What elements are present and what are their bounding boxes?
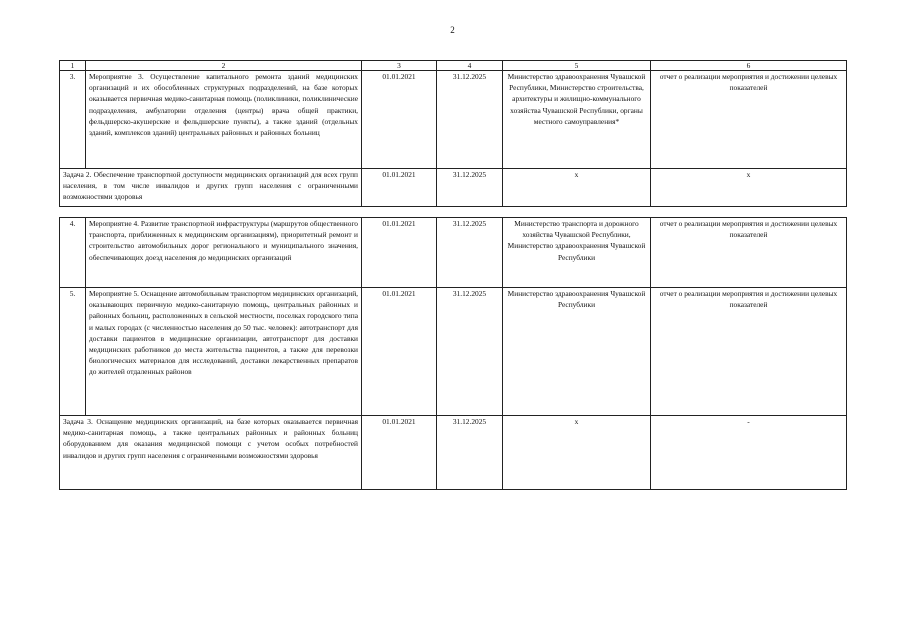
result: - (651, 416, 847, 490)
end-date: 31.12.2025 (437, 416, 503, 490)
executor: Министерство транспорта и дорожного хозяйства Чувашской Республики, Министерство здравоохранения Чувашской Республики (503, 218, 651, 288)
table-row (60, 218, 847, 288)
header-cell: 2 (86, 61, 362, 71)
end-date: 31.12.2025 (437, 218, 503, 288)
spacer-cell (60, 207, 847, 218)
start-date: 01.01.2021 (362, 218, 437, 288)
header-cell: 3 (362, 61, 437, 71)
measure-text: Мероприятие 3. Осуществление капитального ремонта зданий медицинских организаций и их обособленных структурных подразделений, на базе которых оказывается первичная медико-санитарная помощь (поликлиники, поликлинические подразделения, амбулатории отделения (центры) врача общей практики, фельдшерско-акушерские и фельдшерские пункты), а также зданий (отдельных зданий, комплексов зданий) центральных районных и районных больниц (86, 71, 362, 169)
row-number: 3. (60, 71, 86, 169)
result: отчет о реализации мероприятия и достижении целевых показателей (651, 288, 847, 416)
header-cell: 4 (437, 61, 503, 71)
end-date: 31.12.2025 (437, 169, 503, 207)
table-row (60, 71, 847, 169)
end-date: 31.12.2025 (437, 288, 503, 416)
result: отчет о реализации мероприятия и достижении целевых показателей (651, 218, 847, 288)
measures-table (59, 60, 847, 490)
start-date: 01.01.2021 (362, 288, 437, 416)
start-date: 01.01.2021 (362, 416, 437, 490)
measure-text: Мероприятие 5. Оснащение автомобильным транспортом медицинских организаций, оказывающих первичную медико-санитарную помощь, центральных районных и районных больниц, расположенных в сельской местности, поселках городского типа и малых городах (с численностью населения до 50 тыс. человек): автотранспорт для доставки пациентов в медицинские организации, автотранспорт для доставки медицинских работников до места жительства пациентов, а также для перевозки биологических материалов для исследований, доставки лекарственных препаратов до жителей отдаленных районов (86, 288, 362, 416)
table-row (60, 416, 847, 490)
table-row (60, 169, 847, 207)
result: x (651, 169, 847, 207)
header-cell: 5 (503, 61, 651, 71)
executor: Министерство здравоохранения Чувашской Республики (503, 288, 651, 416)
measure-text: Мероприятие 4. Развитие транспортной инфраструктуры (маршрутов общественного транспорта, приближенных к медицинским организациям), приоритетный ремонт и строительство автомобильных дорог регионального и муниципального значения, обеспечивающих доезд населения до медицинских организаций (86, 218, 362, 288)
header-cell: 1 (60, 61, 86, 71)
executor: x (503, 169, 651, 207)
task-text: Задача 2. Обеспечение транспортной доступности медицинских организаций для всех групп населения, в том числе инвалидов и других групп населения с ограниченными возможностями здоровья (60, 169, 362, 207)
table-header-row (60, 61, 847, 71)
table-row (60, 288, 847, 416)
spacer-row (60, 207, 847, 218)
header-cell: 6 (651, 61, 847, 71)
result: отчет о реализации мероприятия и достижении целевых показателей (651, 71, 847, 169)
start-date: 01.01.2021 (362, 71, 437, 169)
page-number: 2 (450, 25, 455, 35)
start-date: 01.01.2021 (362, 169, 437, 207)
task-text: Задача 3. Оснащение медицинских организаций, на базе которых оказывается первичная медико-санитарная помощь, а также центральных районных и районных больниц оборудованием для оказания медицинской помощи с учетом особых потребностей инвалидов и других групп населения с ограниченными возможностями здоровья (60, 416, 362, 490)
end-date: 31.12.2025 (437, 71, 503, 169)
row-number: 4. (60, 218, 86, 288)
executor: x (503, 416, 651, 490)
row-number: 5. (60, 288, 86, 416)
executor: Министерство здравоохранения Чувашской Республики, Министерство строительства, архитектуры и жилищно-коммунального хозяйства Чувашской Республики, органы местного самоуправления* (503, 71, 651, 169)
